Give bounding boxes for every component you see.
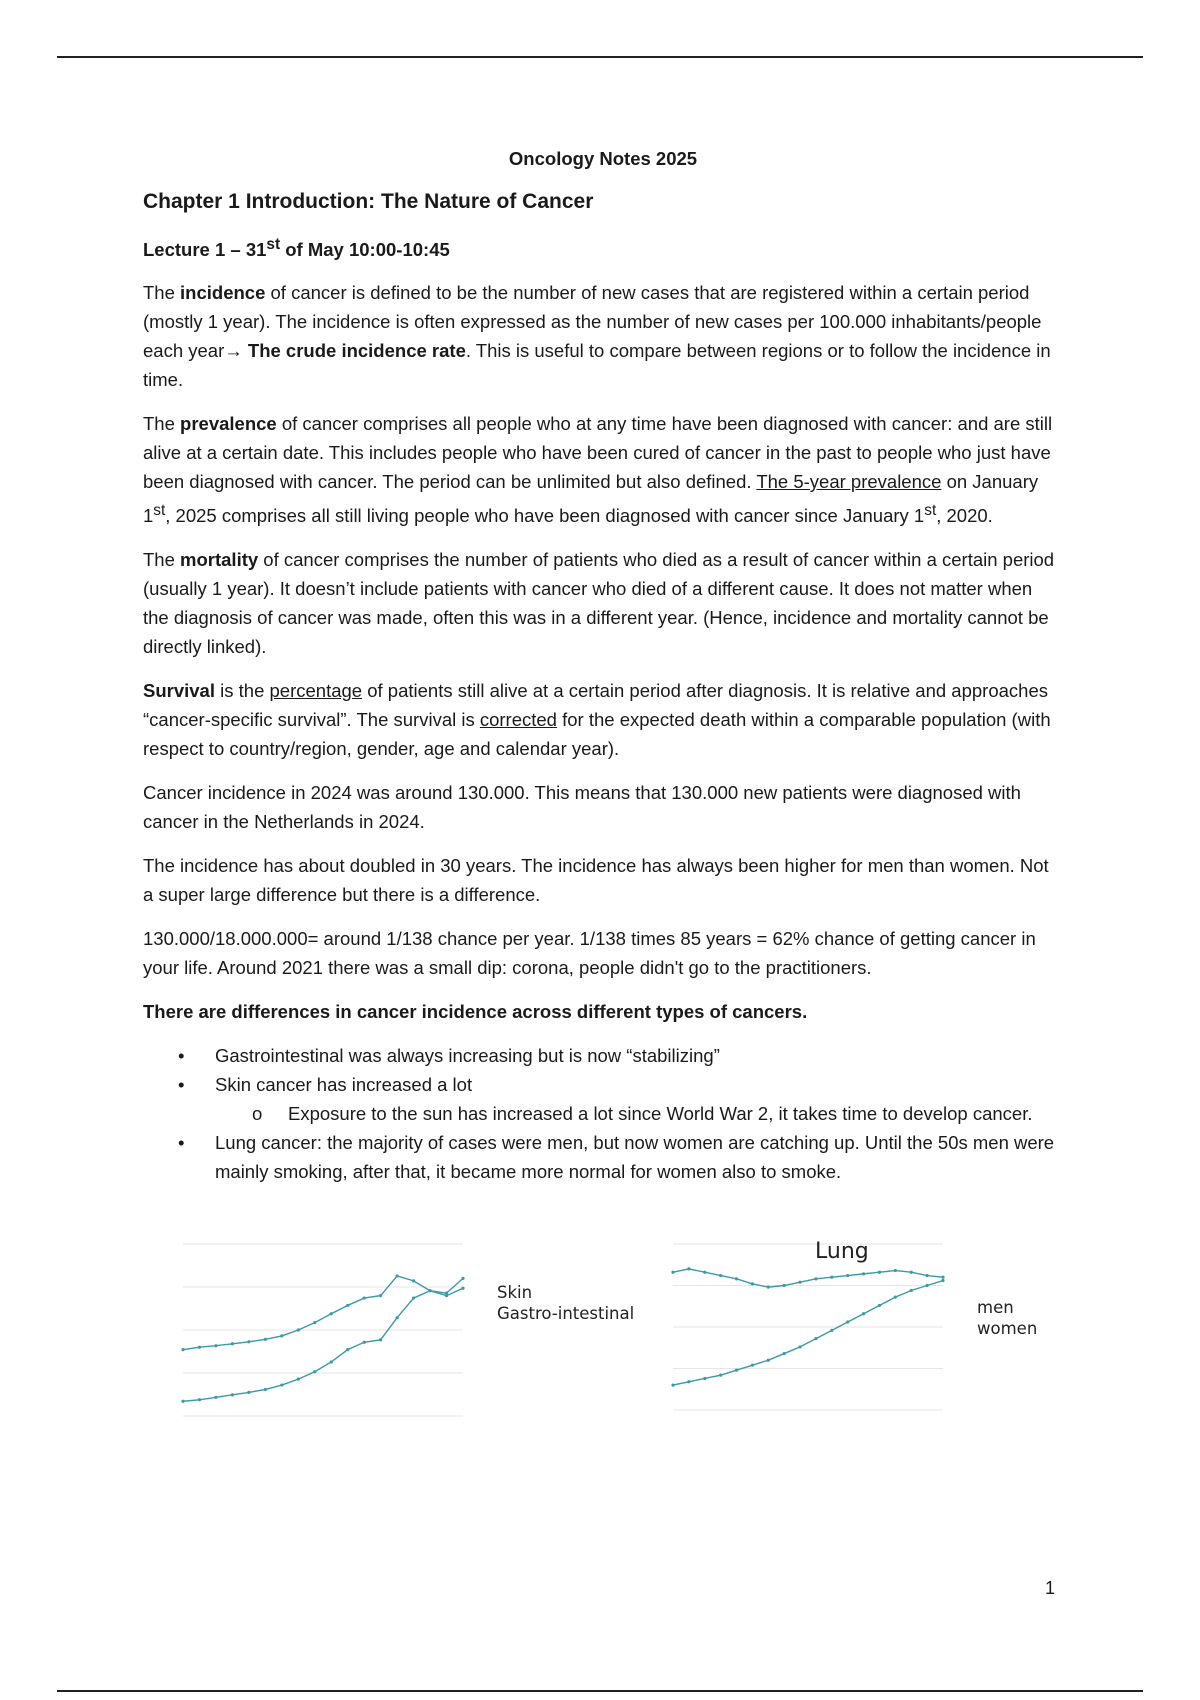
list-item: • Skin cancer has increased a lot o Exposure to the sun has increased a lot since World War 2, it takes time to develop cancer. <box>215 1070 1063 1128</box>
incidence-2024-paragraph: Cancer incidence in 2024 was around 130.000. This means that 130.000 new patients were diagnosed with cancer in the Netherlands in 2024. <box>143 782 1021 833</box>
skin-gi-chart <box>153 1200 473 1450</box>
lecture-prefix: Lecture 1 – 31 <box>143 239 267 261</box>
lecture-heading <box>143 230 1063 264</box>
data-point <box>412 1297 415 1300</box>
mortality-paragraph: The mortality of cancer comprises the number of patients who died as a result of cancer within a certain period (usually 1 year). It doesn’t include patients with cancer who died of a different cause. It does not matter when the diagnosis of cancer was made, often this was in a different year. (Hence, incidence and mortality cannot be directly linked). <box>143 549 1055 658</box>
data-point <box>412 1280 415 1283</box>
data-point <box>814 1337 817 1340</box>
data-point <box>214 1396 217 1399</box>
lecture-sup: st <box>266 236 281 253</box>
survival-paragraph: Survival is the percentage of patients still alive at a certain period after diagnosis. It is relative and approaches “cancer-specific survival”. The survival is corrected for the expected death within a comparable population (with respect to country/region, gender, age and calendar year). <box>143 680 1051 760</box>
incidence-paragraph: The incidence of cancer is defined to be the number of new cases that are registered within a certain period (mostly 1 year). The incidence is often expressed as the number of new cases per 100.000 inhabitants/people each year→ The crude incidence rate. This is useful to compare between regions or to follow the incidence in time. <box>143 282 1051 391</box>
data-point <box>247 1341 250 1344</box>
data-point <box>396 1275 399 1278</box>
differences-heading: There are differences in cancer incidence across different types of cancers. <box>143 1001 808 1023</box>
data-point <box>926 1274 929 1277</box>
skin-gi-chart-svg <box>153 1200 473 1450</box>
survival-term: Survival <box>143 680 215 702</box>
sub-list-item: o Exposure to the sun has increased a lot since World War 2, it takes time to develop cancer. <box>288 1099 1063 1128</box>
chance-paragraph: 130.000/18.000.000= around 1/138 chance per year. 1/138 times 85 years = 62% chance of getting cancer in your life. Around 2021 there was a small dip: corona, people didn't go to the practitioners. <box>143 928 1036 979</box>
data-point <box>379 1339 382 1342</box>
data-point <box>846 1321 849 1324</box>
data-point <box>846 1274 849 1277</box>
data-point <box>751 1283 754 1286</box>
incidence-term: incidence <box>180 282 266 304</box>
data-point <box>198 1346 201 1349</box>
data-point <box>181 1348 184 1351</box>
data-point <box>894 1269 897 1272</box>
mortality-term: mortality <box>180 549 259 571</box>
data-point <box>445 1292 448 1295</box>
data-point <box>830 1329 833 1332</box>
data-point <box>264 1388 267 1391</box>
data-point <box>703 1377 706 1380</box>
crude-incidence-term: The crude incidence rate <box>242 340 466 362</box>
data-point <box>798 1281 801 1284</box>
figures-row <box>143 1200 1063 1450</box>
data-point <box>767 1286 770 1289</box>
data-point <box>783 1352 786 1355</box>
data-point <box>214 1344 217 1347</box>
data-point <box>671 1271 674 1274</box>
sub-list <box>215 1099 1063 1128</box>
label-skin: Skin <box>497 1283 533 1303</box>
data-point <box>181 1400 184 1403</box>
series-line-men <box>673 1269 943 1287</box>
data-point <box>330 1312 333 1315</box>
data-point <box>346 1304 349 1307</box>
data-point <box>751 1364 754 1367</box>
data-point <box>280 1384 283 1387</box>
data-point <box>687 1268 690 1271</box>
data-point <box>719 1374 722 1377</box>
page-number: 1 <box>1045 1578 1056 1598</box>
data-point <box>346 1348 349 1351</box>
data-point <box>894 1296 897 1299</box>
data-point <box>878 1271 881 1274</box>
data-point <box>461 1277 464 1280</box>
data-point <box>687 1380 690 1383</box>
list-item: • Gastrointestinal was always increasing but is now “stabilizing” <box>215 1041 1063 1070</box>
data-point <box>330 1361 333 1364</box>
data-point <box>231 1342 234 1345</box>
lecture-suffix: of May 10:00-10:45 <box>280 239 450 261</box>
lung-title: Lung <box>815 1239 869 1265</box>
data-point <box>910 1289 913 1292</box>
data-point <box>735 1278 738 1281</box>
data-point <box>703 1271 706 1274</box>
data-point <box>878 1304 881 1307</box>
list-item: • Lung cancer: the majority of cases were men, but now women are catching up. Until the 50s men were mainly smoking, after that, it became more normal for women also to smoke. <box>215 1128 1063 1186</box>
data-point <box>814 1278 817 1281</box>
data-point <box>428 1289 431 1292</box>
chapter-heading: Chapter 1 Introduction: The Nature of Cancer <box>143 190 594 213</box>
data-point <box>363 1341 366 1344</box>
prevalence-paragraph: The prevalence of cancer comprises all people who at any time have been diagnosed with cancer: and are still alive at a certain date. This includes people who have been cured of cancer in the past to people who just have been diagnosed with cancer. The period can be unlimited but also defined. The 5-year prevalence on January 1st, 2025 comprises all still living people who have been diagnosed with cancer since January 1st, 2020. <box>143 413 1053 527</box>
data-point <box>363 1297 366 1300</box>
label-women: women <box>977 1319 1038 1339</box>
data-point <box>783 1284 786 1287</box>
doubled-paragraph: The incidence has about doubled in 30 years. The incidence has always been higher for men than women. Not a super large difference but there is a difference. <box>143 855 1049 906</box>
footer-rule <box>57 1690 1143 1692</box>
cancer-types-list <box>143 1041 1063 1186</box>
lung-chart <box>653 1200 953 1450</box>
data-point <box>862 1312 865 1315</box>
data-point <box>264 1338 267 1341</box>
lung-chart-svg <box>653 1200 953 1450</box>
data-point <box>313 1321 316 1324</box>
data-point <box>926 1284 929 1287</box>
data-point <box>941 1279 944 1282</box>
data-point <box>297 1329 300 1332</box>
data-point <box>313 1370 316 1373</box>
data-point <box>231 1394 234 1397</box>
data-point <box>862 1273 865 1276</box>
data-point <box>719 1274 722 1277</box>
five-year-prevalence-term: The 5-year prevalence <box>756 471 942 493</box>
document-page <box>143 140 1063 1450</box>
header-rule <box>57 56 1143 58</box>
series-line-women <box>673 1281 943 1386</box>
prevalence-term: prevalence <box>180 413 277 435</box>
arrow-icon: → <box>224 340 243 362</box>
data-point <box>198 1398 201 1401</box>
data-point <box>735 1369 738 1372</box>
data-point <box>280 1335 283 1338</box>
data-point <box>798 1346 801 1349</box>
document-title: Oncology Notes 2025 <box>508 148 698 169</box>
data-point <box>941 1276 944 1279</box>
data-point <box>396 1316 399 1319</box>
data-point <box>379 1294 382 1297</box>
data-point <box>910 1271 913 1274</box>
data-point <box>767 1359 770 1362</box>
data-point <box>671 1384 674 1387</box>
label-men: men <box>977 1298 1014 1318</box>
data-point <box>461 1287 464 1290</box>
label-gastro-intestinal: Gastro-intestinal <box>497 1304 635 1324</box>
data-point <box>247 1391 250 1394</box>
series-line-skin <box>183 1279 463 1402</box>
data-point <box>297 1378 300 1381</box>
data-point <box>830 1276 833 1279</box>
